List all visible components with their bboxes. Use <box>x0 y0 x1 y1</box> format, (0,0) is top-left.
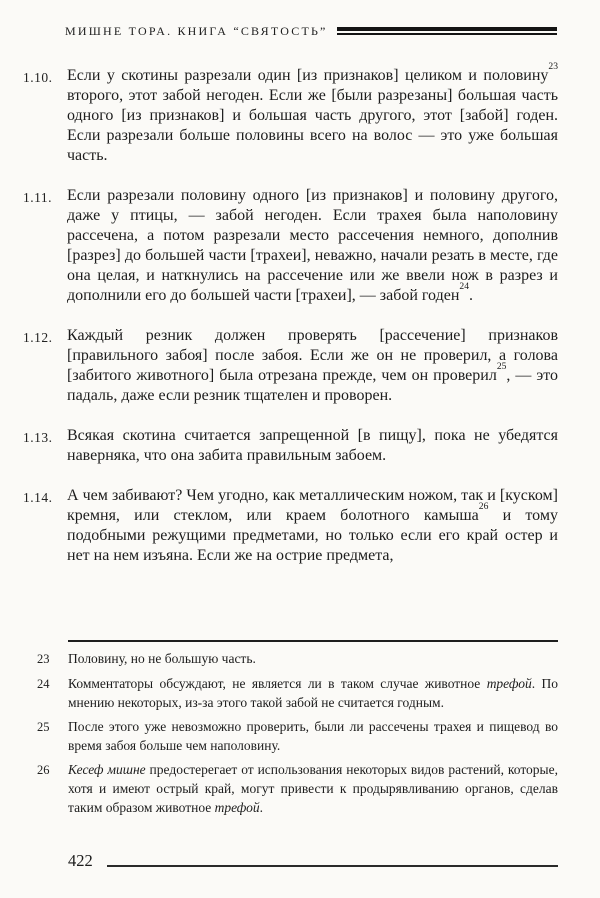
text-segment: Кесеф мишне <box>68 762 146 777</box>
footnote-ref: 24 <box>459 280 469 292</box>
paragraph-text <box>67 426 558 466</box>
paragraph-text <box>67 60 558 166</box>
footnote <box>23 717 558 755</box>
footnotes-section <box>23 640 558 822</box>
paragraph-text <box>67 326 558 406</box>
footnote-ref: 26 <box>478 500 489 512</box>
text-segment: Если разрезали половину одного [из признаков] и половину другого, даже у птицы, — забой негоден. Если трахея была наполовину рассечена, а потом разрезали место рассечения немного, дополнив [разрез] до большей части [трахеи], неважно, начали резать в месте, где она целая, и наткнулись на рассечение или же ввели нож в разрез и дополнили его до большей части [трахеи], — забой годен <box>67 187 558 304</box>
paragraph-number: 1.14. <box>23 490 53 505</box>
text-segment: Каждый резник должен проверять [рассечение] признаков [правильного забоя] после забоя. Если же он не проверил, а голова [забитого животного] была отрезана прежде, чем он проверил <box>67 327 558 384</box>
footnote-number: 26 <box>37 763 50 777</box>
paragraph-number: 1.10. <box>23 70 53 85</box>
paragraph <box>23 60 558 166</box>
paragraph-number: 1.12. <box>23 330 53 345</box>
footnote <box>23 674 558 712</box>
text-segment: второго, этот забой негоден. Если же [были разрезаны] большая часть одного [из признаков] и большая часть другого, этот [забой] годен. Если разрезали больше половины всего на волос — это уже большая часть. <box>67 87 558 164</box>
footnote-text <box>68 760 558 817</box>
text-segment: После этого уже невозможно проверить, были ли рассечены трахея и пищевод во время забоя больше чем наполовину. <box>68 719 558 753</box>
footnote-ref: 23 <box>548 60 558 72</box>
footnote <box>23 760 558 817</box>
paragraph <box>23 426 558 466</box>
running-head <box>65 24 557 38</box>
footer-rule <box>107 865 558 867</box>
paragraph-list <box>23 60 558 586</box>
page-number: 422 <box>68 851 93 870</box>
text-segment: , — это падаль, даже если резник тщателен и проворен. <box>67 367 558 404</box>
paragraph-number: 1.11. <box>23 190 52 205</box>
footnote-text <box>68 649 558 669</box>
text-segment: и тому подобными режущими предметами, но только если его край остер и нет на нем изъяна. Если же на острие предмета, <box>67 507 558 564</box>
paragraph <box>23 486 558 566</box>
paragraph <box>23 186 558 306</box>
footnote-number: 25 <box>37 720 50 734</box>
footnote-ref: 25 <box>496 360 507 372</box>
text-segment: . По мнению некоторых, из-за этого такой забой не считается годным. <box>68 676 558 710</box>
text-segment: А чем забивают? Чем угодно, как металлическим ножом, так и [куском] кремня, или стеклом, или краем болотного камыша <box>67 487 558 524</box>
text-segment: Если у скотины разрезали один [из признаков] целиком и половину <box>67 67 549 84</box>
footnote-number: 23 <box>37 652 50 666</box>
text-segment: трефой <box>214 800 260 815</box>
running-head-title: МИШНЕ ТОРА. КНИГА “СВЯТОСТЬ” <box>65 24 328 38</box>
footnote <box>23 649 558 669</box>
footnote-divider-rule <box>68 640 558 642</box>
footnote-number: 24 <box>37 677 50 691</box>
page-footer <box>68 851 558 870</box>
text-segment: . <box>469 287 473 304</box>
footnote-list <box>23 649 558 817</box>
paragraph-number: 1.13. <box>23 430 53 445</box>
footnote-text <box>68 674 558 712</box>
text-segment: предостерегает от использования некоторых видов растений, которые, хотя и имеют острый край, могут привести к продырявливанию органов, сделав таким образом животное <box>68 762 558 815</box>
text-segment: Половину, но не большую часть. <box>68 651 256 666</box>
paragraph-text <box>67 186 558 306</box>
paragraph <box>23 326 558 406</box>
text-segment: Всякая скотина считается запрещенной [в пищу], пока не убедятся наверняка, что она забита правильным забоем. <box>67 427 558 464</box>
text-segment: . <box>259 800 264 815</box>
text-segment: трефой <box>486 676 532 691</box>
header-double-rule <box>337 27 557 35</box>
text-segment: Комментаторы обсуждают, не является ли в таком случае животное <box>68 676 487 691</box>
paragraph-text <box>67 486 558 566</box>
footnote-text <box>68 717 558 755</box>
